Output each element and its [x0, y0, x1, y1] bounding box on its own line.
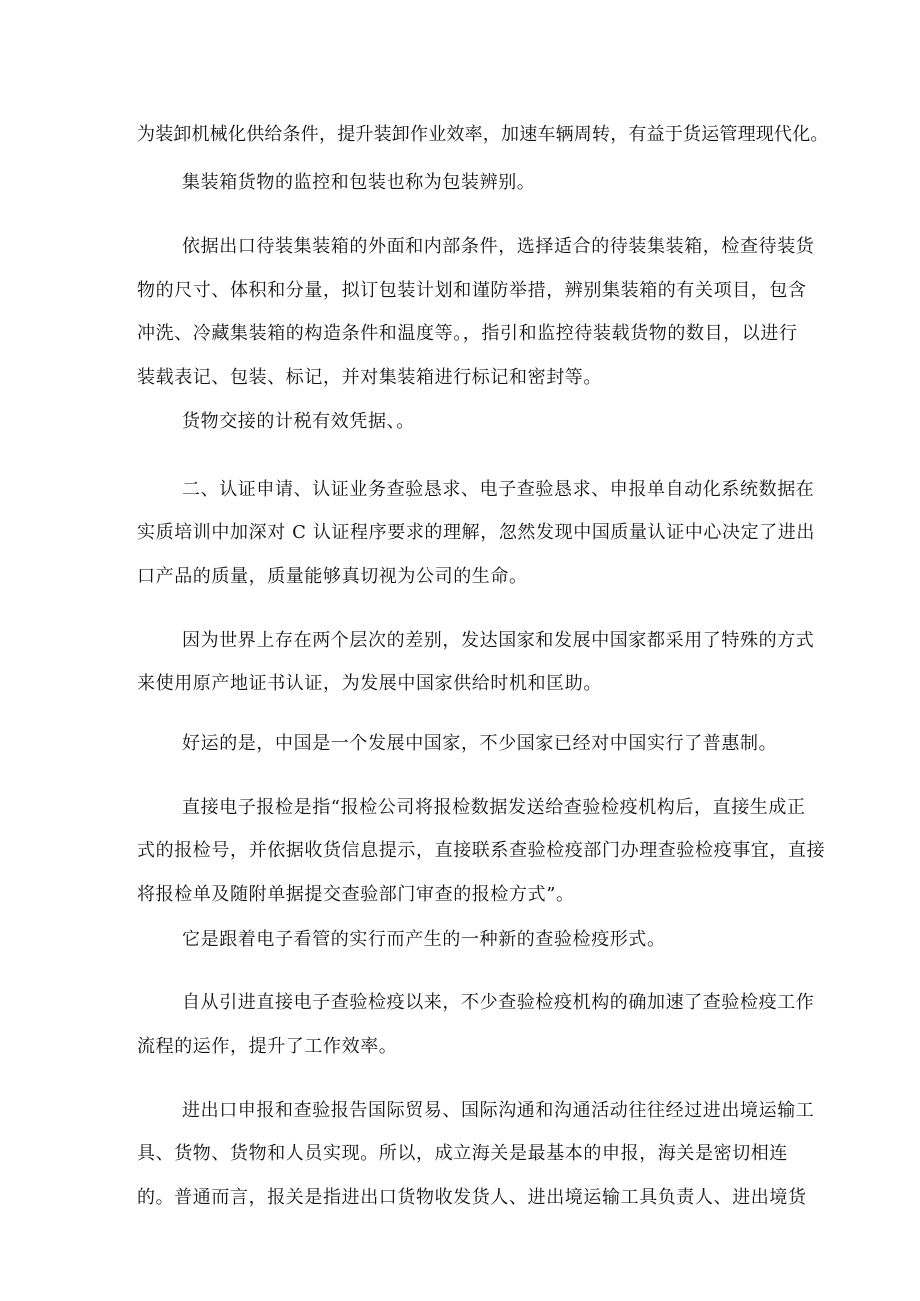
paragraph-line: 为装卸机械化供给条件，提升装卸作业效率，加速车辆周转，有益于货运管理现代化。	[137, 124, 829, 145]
paragraph-line: 具、货物、货物和人员实现。所以，成立海关是最基本的申报，海关是密切相连	[137, 1143, 788, 1164]
paragraph-line: 口产品的质量，质量能够真切视为公司的生命。	[137, 566, 528, 587]
paragraph-line: 来使用原产地证书认证，为发展中国家供给时机和匡助。	[137, 673, 602, 694]
paragraph-line: 进出口申报和查验报告国际贸易、国际沟通和沟通活动往往经过进出境运输工	[182, 1100, 815, 1121]
paragraph-line: 将报检单及随附单据提交查验部门审查的报检方式”。	[137, 884, 575, 905]
paragraph-line: 实质培训中加深对 C 认证程序要求的理解，忽然发现中国质量认证中心决定了进出	[137, 522, 816, 543]
paragraph-line: 直接电子报检是指“报检公司将报检数据发送给查验检疫机构后，直接生成正	[182, 797, 806, 818]
paragraph-line: 货物交接的计税有效凭据、。	[182, 411, 415, 432]
paragraph-line: 装载表记、包装、标记，并对集装箱进行标记和密封等。	[137, 367, 602, 388]
paragraph-line: 冲洗、冷藏集装箱的构造条件和温度等。，指引和监控待装载货物的数目，以进行	[137, 323, 798, 344]
paragraph-line: 好运的是，中国是一个发展中国家，不少国家已经对中国实行了普惠制。	[182, 733, 778, 754]
paragraph-line: 流程的运作，提升了工作效率。	[137, 1036, 398, 1057]
paragraph-line: 式的报检号，并依据收货信息提示，直接联系查验检疫部门办理查验检疫事宜，直接	[137, 840, 826, 861]
paragraph-line: 自从引进直接电子查验检疫以来，不少查验检疫机构的确加速了查验检疫工作	[182, 992, 815, 1013]
paragraph-line: 二、认证申请、认证业务查验恳求、电子查验恳求、申报单自动化系统数据在	[182, 479, 815, 500]
paragraph-line: 的。普通而言，报关是指进出口货物收发货人、进出境运输工具负责人、进出境货	[137, 1187, 807, 1208]
paragraph-line: 依据出口待装集装箱的外面和内部条件，选择适合的待装集装箱，检查待装货	[182, 236, 815, 257]
paragraph-line: 因为世界上存在两个层次的差别，发达国家和发展中国家都采用了特殊的方式	[182, 630, 815, 651]
paragraph-line: 它是跟着电子看管的实行而产生的一种新的查验检疫形式。	[182, 929, 666, 950]
paragraph-line: 物的尺寸、体积和分量，拟订包装计划和谨防举措，辨别集装箱的有关项目，包含	[137, 280, 807, 301]
paragraph-line: 集装箱货物的监控和包装也称为包装辨别。	[182, 172, 536, 193]
